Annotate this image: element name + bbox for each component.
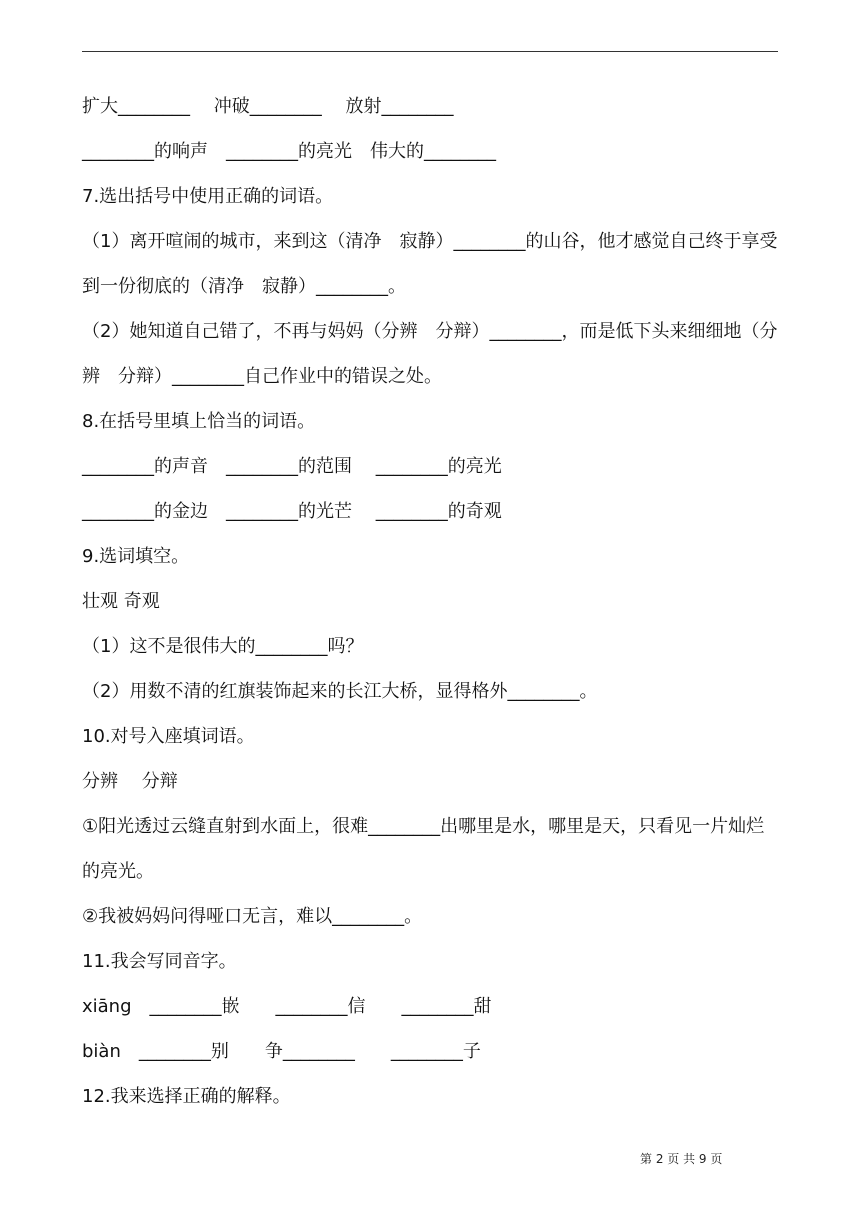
homophone-line: xiāng ________嵌 ________信 ________甜 — [82, 996, 492, 1017]
word-choices: 分辨 分辩 — [82, 771, 178, 792]
page-number: 第 2 页 共 9 页 — [640, 1152, 723, 1166]
question-title-10: 10.对号入座填词语。 — [82, 726, 255, 747]
question-title-8: 8.在括号里填上恰当的词语。 — [82, 411, 316, 432]
question-7-item-1: （1）离开喧闹的城市，来到这（清净 寂静）________的山谷，他才感觉自己终于享受到一份彻底的（清净 寂静）________。 — [82, 231, 778, 297]
question-title-9: 9.选词填空。 — [82, 546, 190, 567]
header-rule — [82, 51, 778, 52]
question-7-item-2: （2）她知道自己错了，不再与妈妈（分辨 分辩）________，而是低下头来细细地（分辨 分辩）________自己作业中的错误之处。 — [82, 321, 778, 387]
question-10-item-2: ②我被妈妈问得哑口无言，难以________。 — [82, 906, 423, 927]
fill-in-line: 扩大________ 冲破________ 放射________ — [82, 96, 454, 117]
fill-in-line: ________的响声 ________的亮光 伟大的________ — [82, 141, 496, 162]
homophone-line: biàn ________别 争________ ________子 — [82, 1041, 481, 1062]
question-9-item-1: （1）这不是很伟大的________吗？ — [82, 636, 364, 657]
question-10-item-1: ①阳光透过云缝直射到水面上，很难________出哪里是水，哪里是天，只看见一片灿烂的亮光。 — [82, 816, 765, 882]
fill-in-line: ________的声音 ________的范围 ________的亮光 — [82, 456, 502, 477]
fill-in-line: ________的金边 ________的光芒 ________的奇观 — [82, 501, 502, 522]
word-choices: 壮观 奇观 — [82, 591, 160, 612]
question-title-12: 12.我来选择正确的解释。 — [82, 1086, 291, 1107]
question-9-item-2: （2）用数不清的红旗装饰起来的长江大桥，显得格外________。 — [82, 681, 598, 702]
question-title-7: 7.选出括号中使用正确的词语。 — [82, 186, 334, 207]
worksheet-content — [82, 84, 782, 1119]
question-title-11: 11.我会写同音字。 — [82, 951, 237, 972]
